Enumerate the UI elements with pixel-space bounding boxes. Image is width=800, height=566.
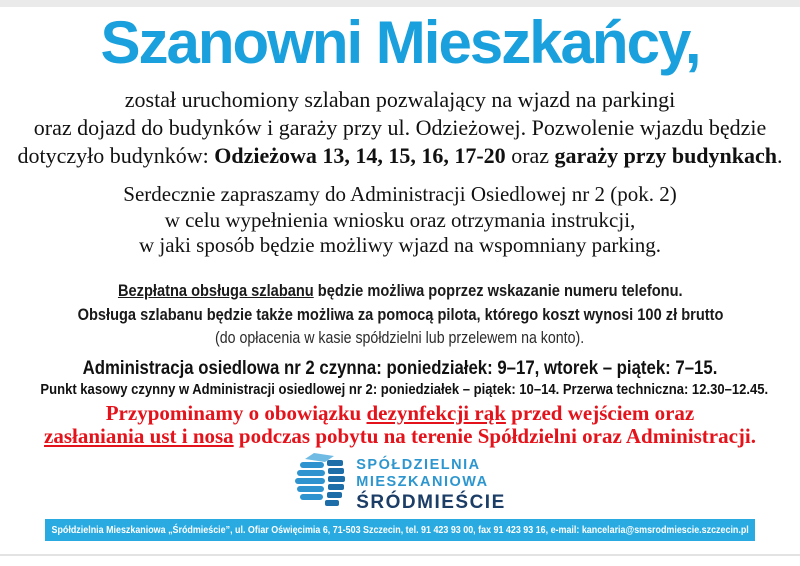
covid-line-1: Przypominamy o obowiązku dezynfekcji rąk przed wejściem oraz: [105, 401, 695, 425]
covid-line-2: zasłaniania ust i nosa podczas pobytu na terenie Spółdzielni oraz Administracji.: [44, 424, 756, 448]
barrier-line-3: (do opłacenia w kasie spółdzielni lub przelewem na konto).: [215, 329, 585, 347]
intro-line-1: został uruchomiony szlaban pozwalający na wjazd na parkingi: [124, 87, 676, 112]
office-hours-line: Administracja osiedlowa nr 2 czynna: poniedziałek: 9–17, wtorek – piątek: 7–15.: [82, 357, 718, 379]
cash-desk-hours-line: Punkt kasowy czynny w Administracji osiedlowej nr 2: poniedziałek – piątek: 10–14. Przerwa techniczna: 12.30–12.45.: [40, 382, 769, 398]
garages-note: garaży przy budynkach: [554, 143, 778, 168]
scan-edge-bottom: [0, 554, 800, 556]
barrier-line-2: Obsługa szlabanu będzie także możliwa za pomocą pilota, którego koszt wynosi 100 zł brutto: [77, 304, 723, 324]
barrier-line-1: Bezpłatna obsługa szlabanu będzie możliwa poprzez wskazanie numeru telefonu.: [117, 281, 683, 300]
mask-covering-underlined: zasłaniania ust i nosa: [44, 424, 234, 448]
intro-paragraph: [0, 86, 800, 170]
cooperative-logo: [0, 452, 800, 517]
free-service-underlined: Bezpłatna obsługa szlabanu: [117, 281, 314, 300]
barrier-info-paragraph: [0, 279, 800, 351]
logo-text-block: [356, 458, 506, 512]
hand-disinfection-underlined: dezynfekcji rąk: [366, 401, 506, 425]
page-title: Szanowni Mieszkańcy,: [100, 9, 700, 76]
logo-name-line-1: SPÓŁDZIELNIA: [356, 456, 481, 473]
intro-line-3: dotyczyło budynków: Odzieżowa 13, 14, 15, 16, 17-20 oraz garaży przy budynkach.: [17, 143, 783, 168]
footer-address-bar: [45, 519, 755, 541]
footer-contact-text: Spółdzielnia Mieszkaniowa „Śródmieście”, ul. Ofiar Oświęcimia 6, 71-503 Szczecin, tel. 91 423 93 00, fax 91 423 93 16, e-mail: kancelaria@smsrodmiescie.szczecin.pl: [51, 524, 749, 536]
invitation-line-2: w celu wypełnienia wniosku oraz otrzymania instrukcji,: [164, 207, 636, 232]
scan-edge-top: [0, 0, 800, 7]
building-blocks-icon: [294, 452, 346, 517]
logo-name-line-3: ŚRÓDMIEŚCIE: [356, 491, 506, 513]
intro-line-2: oraz dojazd do budynków i garaży przy ul. Odzieżowej. Pozwolenie wjazdu będzie: [33, 115, 767, 140]
invitation-line-3: w jaki sposób będzie możliwy wjazd na wspomniany parking.: [139, 233, 661, 257]
invitation-paragraph: [0, 182, 800, 259]
covid-notice-paragraph: [0, 402, 800, 448]
invitation-line-1: Serdecznie zapraszamy do Administracji Osiedlowej nr 2 (pok. 2): [123, 182, 677, 206]
logo-name-line-2: MIESZKANIOWA: [356, 474, 489, 490]
buildings-list: Odzieżowa 13, 14, 15, 16, 17-20: [214, 143, 506, 168]
